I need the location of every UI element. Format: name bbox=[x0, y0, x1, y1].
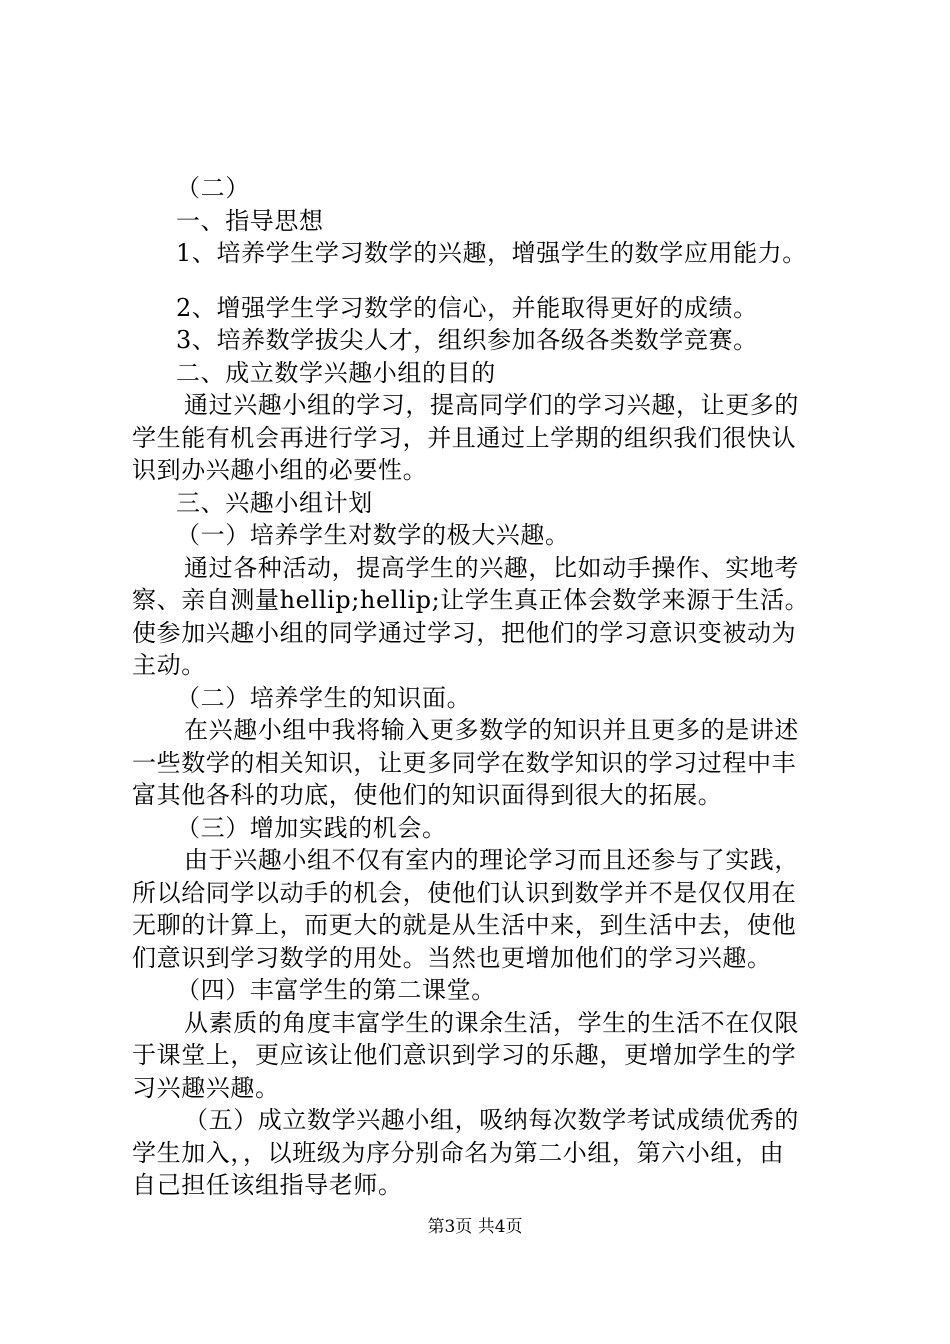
paragraph-gap bbox=[132, 270, 832, 292]
text-line: 通过各种活动，提高学生的兴趣，比如动手操作、实地考 bbox=[184, 553, 799, 582]
text-line: 一、指导思想 bbox=[176, 206, 324, 235]
text-line: 由于兴趣小组不仅有室内的理论学习而且还参与了实践， bbox=[184, 846, 799, 874]
text-line: 在兴趣小组中我将输入更多数学的知识并且更多的是讲述 bbox=[184, 716, 799, 744]
text-line: 习兴趣兴趣。 bbox=[132, 1073, 280, 1102]
text-line: （五）成立数学兴趣小组，吸纳每次数学考试成绩优秀的 bbox=[184, 1106, 799, 1134]
page-footer: 第3页 共4页 bbox=[427, 1217, 523, 1237]
text-line: （一）培养学生对数学的极大兴趣。 bbox=[176, 521, 570, 549]
text-line: （四）丰富学生的第二课堂。 bbox=[176, 976, 496, 1004]
text-line: 1、培养学生学习数学的兴趣，增强学生的数学应用能力。 bbox=[176, 239, 807, 267]
document-body bbox=[132, 172, 832, 1202]
text-line: 于课堂上，更应该让他们意识到学习的乐趣，更增加学生的学 bbox=[132, 1041, 797, 1069]
text-line: 使参加兴趣小组的同学通过学习，把他们的学习意识变被动为 bbox=[132, 618, 797, 647]
text-line: （三）增加实践的机会。 bbox=[176, 813, 447, 842]
text-line: 三、兴趣小组计划 bbox=[176, 488, 373, 517]
text-line: 学生加入，，以班级为序分别命名为第二小组，第六小组，由 bbox=[132, 1138, 785, 1167]
text-line: 主动。 bbox=[132, 651, 206, 679]
text-line: （二）培养学生的知识面。 bbox=[176, 683, 472, 712]
text-line: 一些数学的相关知识，让更多同学在数学知识的学习过程中丰 bbox=[132, 748, 797, 777]
text-line: 们意识到学习数学的用处。当然也更增加他们的学习兴趣。 bbox=[132, 943, 772, 972]
text-line: 察、亲自测量hellip;hellip;让学生真正体会数学来源于生活。 bbox=[132, 586, 810, 614]
text-line: 从素质的角度丰富学生的课余生活，学生的生活不在仅限 bbox=[184, 1008, 799, 1037]
text-line: 所以给同学以动手的机会，使他们认识到数学并不是仅仅用在 bbox=[132, 878, 797, 907]
text-line: 自己担任该组指导老师。 bbox=[132, 1171, 403, 1199]
text-line: 2、增强学生学习数学的信心，并能取得更好的成绩。 bbox=[176, 293, 758, 322]
text-line: 学生能有机会再进行学习，并且通过上学期的组织我们很快认 bbox=[132, 423, 797, 452]
text-line: （二） bbox=[176, 174, 250, 202]
text-line: 无聊的计算上，而更大的就是从生活中来，到生活中去，使他 bbox=[132, 911, 797, 939]
text-line: 富其他各科的功底，使他们的知识面得到很大的拓展。 bbox=[132, 781, 723, 809]
text-line: 通过兴趣小组的学习，提高同学们的学习兴趣，让更多的 bbox=[184, 391, 799, 419]
text-line: 3、培养数学拔尖人才，组织参加各级各类数学竞赛。 bbox=[176, 326, 758, 354]
text-line: 识到办兴趣小组的必要性。 bbox=[132, 456, 428, 484]
text-line: 二、成立数学兴趣小组的目的 bbox=[176, 358, 496, 387]
